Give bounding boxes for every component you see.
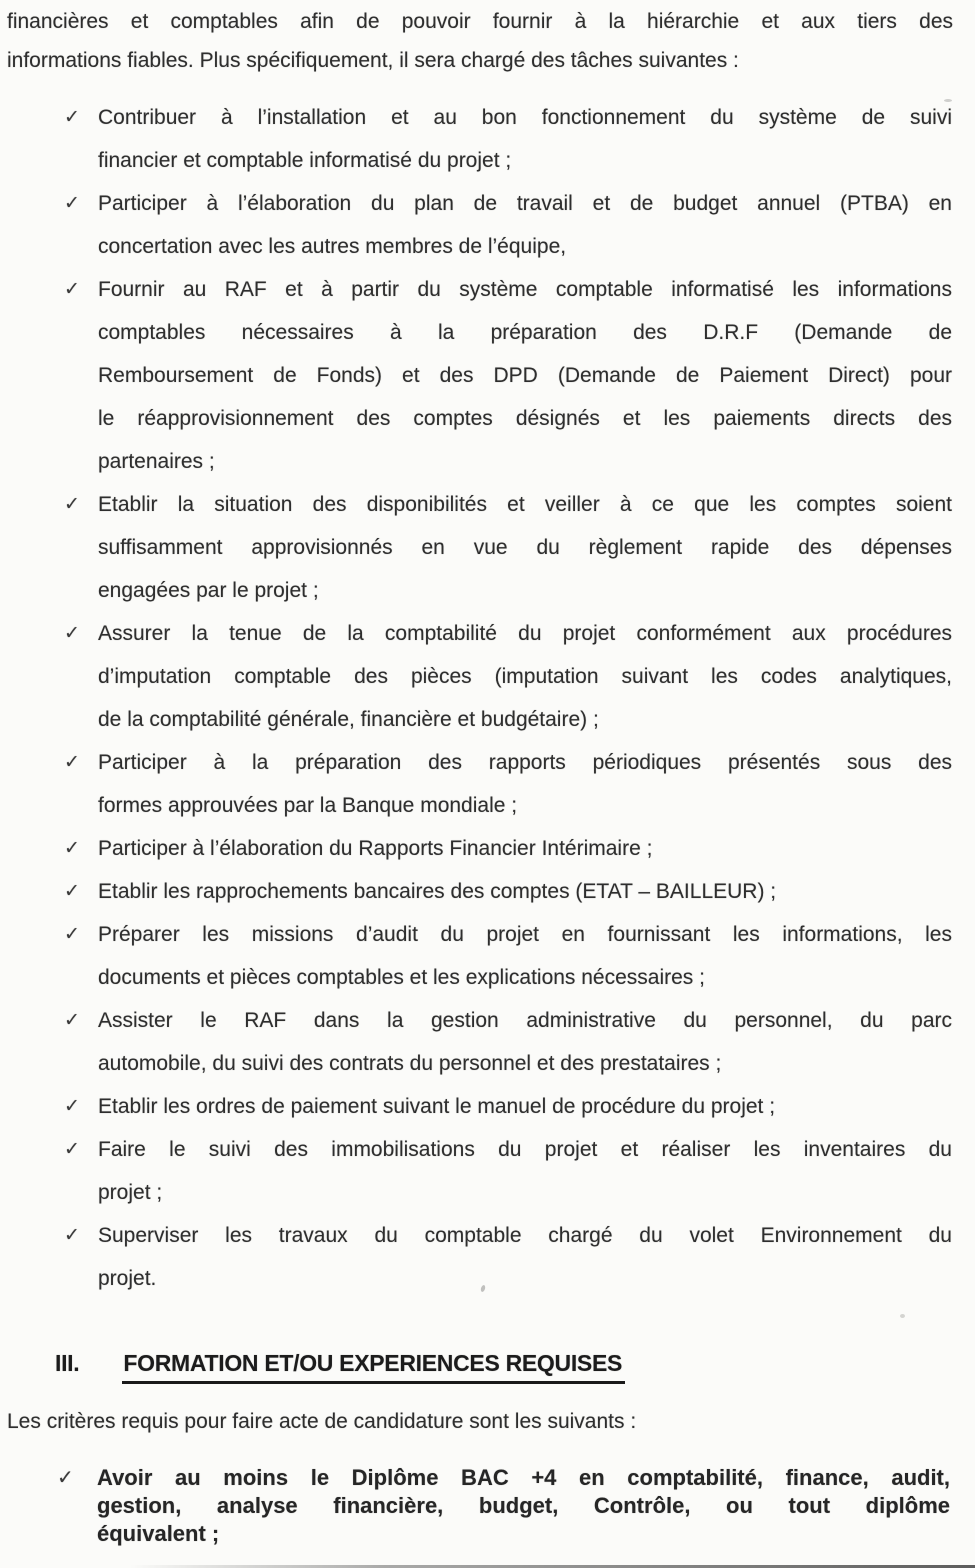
text-line: partenaires ; xyxy=(98,450,215,473)
check-bullet-icon: ✓ xyxy=(64,752,80,773)
scan-speck xyxy=(944,99,952,102)
text-line: Etablir la situation des disponibilités et veiller à ce que les comptes soient xyxy=(98,493,952,516)
check-bullet-icon: ✓ xyxy=(64,1139,80,1160)
task-item xyxy=(64,999,952,1085)
text-line: Remboursement de Fonds) et des DPD (Demande de Paiement Direct) pour xyxy=(98,364,952,387)
text-line: Préparer les missions d’audit du projet en fournissant les informations, les xyxy=(98,923,952,946)
text-line: Participer à l’élaboration du plan de travail et de budget annuel (PTBA) en xyxy=(98,192,952,215)
text-line: projet ; xyxy=(98,1181,163,1204)
task-item xyxy=(64,1128,952,1214)
document-page xyxy=(0,2,975,1568)
check-bullet-icon: ✓ xyxy=(64,1010,80,1031)
check-bullet-icon: ✓ xyxy=(64,623,80,644)
task-item xyxy=(64,827,952,870)
text-line: formes approuvées par la Banque mondiale ; xyxy=(98,794,518,817)
text-line: informations fiables. Plus spécifiquement, il sera chargé des tâches suivantes : xyxy=(7,49,739,72)
task-item xyxy=(64,913,952,999)
text-line: d’imputation comptable des pièces (imputation suivant les codes analytiques, xyxy=(98,665,952,688)
check-bullet-icon: ✓ xyxy=(64,279,80,300)
check-bullet-icon: ✓ xyxy=(57,1467,74,1489)
text-line: Etablir les rapprochements bancaires des comptes (ETAT – BAILLEUR) ; xyxy=(98,880,777,903)
text-line: concertation avec les autres membres de l’équipe, xyxy=(98,235,567,258)
criteria-intro-paragraph: Les critères requis pour faire acte de candidature sont les suivants : xyxy=(7,1410,637,1433)
text-line: le réapprovisionnement des comptes désignés et les paiements directs des xyxy=(98,407,952,430)
task-item xyxy=(64,182,952,268)
task-item xyxy=(64,741,952,827)
text-line: Assurer la tenue de la comptabilité du projet conformément aux procédures xyxy=(98,622,952,645)
text-line: comptables nécessaires à la préparation des D.R.F (Demande de xyxy=(98,321,952,344)
check-bullet-icon: ✓ xyxy=(64,838,80,859)
check-bullet-icon: ✓ xyxy=(64,494,80,515)
text-line: Avoir au moins le Diplôme BAC +4 en comptabilité, finance, audit, xyxy=(97,1465,950,1490)
text-line: financières et comptables afin de pouvoir fournir à la hiérarchie et aux tiers des xyxy=(7,10,953,33)
text-line: Contribuer à l’installation et au bon fonctionnement du système de suivi xyxy=(98,106,952,129)
text-line: Assister le RAF dans la gestion administrative du personnel, du parc xyxy=(98,1009,952,1032)
text-line: financier et comptable informatisé du projet ; xyxy=(98,149,512,172)
text-line: Participer à la préparation des rapports périodiques présentés sous des xyxy=(98,751,952,774)
check-bullet-icon: ✓ xyxy=(64,1225,80,1246)
tasks-list xyxy=(0,96,975,1300)
text-line: Participer à l’élaboration du Rapports Financier Intérimaire ; xyxy=(98,837,653,860)
task-item xyxy=(64,870,952,913)
task-item xyxy=(64,1085,952,1128)
check-bullet-icon: ✓ xyxy=(64,1096,80,1117)
task-item xyxy=(64,612,952,741)
scan-speck xyxy=(900,1314,905,1318)
intro-paragraph xyxy=(7,2,953,80)
text-line: équivalent ; xyxy=(97,1521,220,1546)
text-line: Etablir les ordres de paiement suivant le manuel de procédure du projet ; xyxy=(98,1095,776,1118)
text-line: documents et pièces comptables et les explications nécessaires ; xyxy=(98,966,705,989)
text-line: Faire le suivi des immobilisations du projet et réaliser les inventaires du xyxy=(98,1138,952,1161)
task-item xyxy=(64,268,952,483)
task-item xyxy=(64,1214,952,1300)
check-bullet-icon: ✓ xyxy=(64,924,80,945)
criteria-item xyxy=(57,1464,950,1548)
section-number: III. xyxy=(55,1350,80,1376)
text-line: projet. xyxy=(98,1267,157,1290)
section-heading xyxy=(55,1348,975,1384)
criteria-list xyxy=(0,1464,975,1548)
text-line: gestion, analyse financière, budget, Contrôle, ou tout diplôme xyxy=(97,1493,950,1518)
text-line: Fournir au RAF et à partir du système comptable informatisé les informations xyxy=(98,278,952,301)
text-line: automobile, du suivi des contrats du personnel et des prestataires ; xyxy=(98,1052,722,1075)
text-line: Superviser les travaux du comptable chargé du volet Environnement du xyxy=(98,1224,952,1247)
text-line: suffisamment approvisionnés en vue du règlement rapide des dépenses xyxy=(98,536,952,559)
section-title: FORMATION ET/OU EXPERIENCES REQUISES xyxy=(122,1348,625,1384)
text-line: de la comptabilité générale, financière et budgétaire) ; xyxy=(98,708,599,731)
task-item xyxy=(64,483,952,612)
task-item xyxy=(64,96,952,182)
check-bullet-icon: ✓ xyxy=(64,107,80,128)
text-line: engagées par le projet ; xyxy=(98,579,319,602)
check-bullet-icon: ✓ xyxy=(64,881,80,902)
check-bullet-icon: ✓ xyxy=(64,193,80,214)
